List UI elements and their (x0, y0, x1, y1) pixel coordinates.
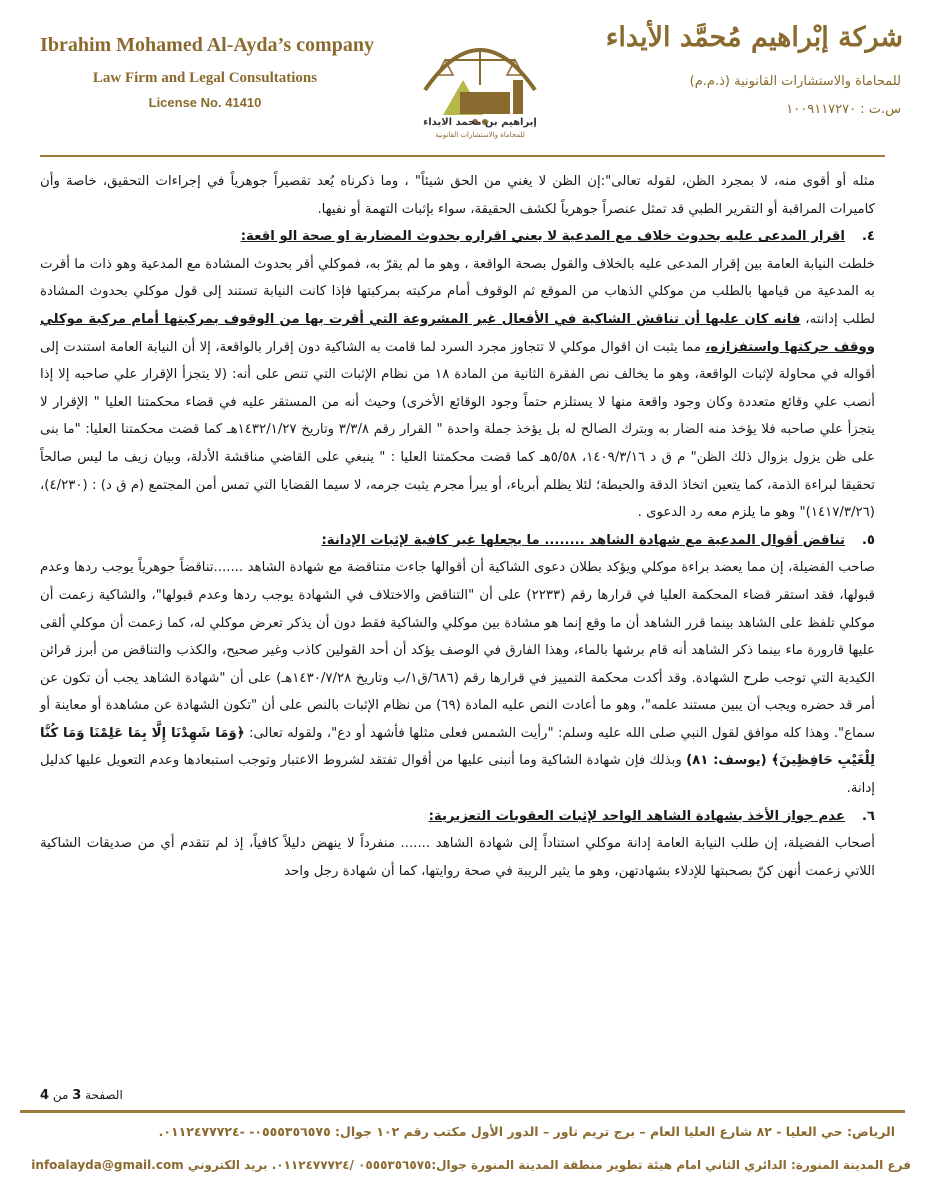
emphasized-text: فانه كان عليها أن تناقش الشاكية في الأفعال غير المشروعة التي أقرت بها من الوقوف بمركبتها أمام مركبة موكلي ووقف حركتها واستفزازه، (40, 311, 875, 355)
footer-address-riyadh: الرياض: حي العليا - ٨٢ شارع العليا العام – برج تريم تاور – الدور الأول مكتب رقم ١٠٢ جوال: ٠٥٥٥٣٥٦٥٧٥- -٠١١٢٤٧٧٧٢٤. (158, 1124, 895, 1139)
footer-divider (20, 1110, 905, 1113)
paragraph-continuation: مثله أو أقوى منه، لا بمجرد الظن، لقوله تعالى":إن الظن لا يغني من الحق شيئاً" ، وما ذكرناه يُعد تقصيراً جوهرياً في إجراءات التحقيق، خاصة وأن كاميرات المراقبة أو التقرير الطبي قد تمثل عنصراً جوهرياً لكشف الحقيقة، سواء بإثبات التهمة أو نفيها. (40, 174, 875, 217)
footer-address-madinah: فرع المدينة المنورة: الدائري الثاني امام هيئة تطوير منطقة المدينة المنورة جوال:٠٥٥٥٣٥٦٥٧٥ /٠١١٢٤٧٧٧٢٤. بريد الكتروني infoalayda@gmail.com (31, 1158, 911, 1172)
section-6-paragraph: أصحاب الفضيلة، إن طلب النيابة العامة إدانة موكلي استناداً إلى شهادة الشاهد ....... منفرداً لا ينهض دليلاً كافياً، إذ لم تتقدم أي من صديقات الشاكية اللاتي زعمت أنهن كنّ بصحبتها للإدلاء بشهادتهن، وهو ما يثير الريبة في صحة روايتها، كما أن شهادة رجل واحد (40, 836, 875, 879)
logo-subcaption: للمحاماة والاستشارات القانونية (435, 131, 525, 139)
page-number: الصفحة 3 من 4 (40, 1088, 123, 1103)
quran-quote: ﴿وَمَا شَهِدْنَا إِلَّا بِمَا عَلِمْنَا وَمَا كُنَّا لِلْغَيْبِ حَافِظِينَ﴾ (يوسف: ٨١) (40, 725, 875, 769)
document-body (40, 168, 875, 885)
company-subtitle-en: Law Firm and Legal Consultations (92, 70, 318, 86)
logo-caption: إبراهيم بن محمد الايداء (423, 117, 537, 128)
section-5-paragraph: صاحب الفضيلة، إن مما يعضد براءة موكلي ويؤكد بطلان دعوى الشاكية أن أقوالها جاءت متناقضة مع شهادة الشاهد .......تناقضاً جوهرياً يوجب ردها وعدم قبولها، فقد استقر قضاء المحكمة العليا في قرارها رقم (٢٢٣٣) على أن "التناقض والاختلاف في الشهادة يوجب ردها وعدم قبولها"، والشاكية زعمت أن موكلي تلفظ على الشاهد بينما قرر الشاهد أن ما وقع إنما هو مشادة بين موكلي والشاكية فقط دون أن يذكر تعرض موكلي له، كما زعمت أن موكلي ألقى عليها قارورة ماء بينما ذكر الشاهد أنه قام برشها بالماء، وهذا الفارق في الوصف يؤكد أن أحد القولين كاذب وغير صحيح، والكذب والتناقض من أبرز قرائن الكيدية التي توجب طرح الشهادة. وقد أكدت محكمة التمييز في قرارها رقم (٦٨٦/ق١/ب وتاريخ ١٤٣٠/٧/٢٨هـ) على أن "شهادة الشاهد يجب أن تكون عن أمر قد حضره ويجب أن يبين مستند علمه"، وهو ما أعادت النص عليه المادة (٦٩) من نظام الإثبات بالنص على أن "تكون الشهادة عن مشاهدة أو معاينة أو سماع". وهذا كله موافق لقول النبي صلى الله عليه وسلم: "رأيت الشمس فعلى مثلها فأشهد أو دع"، ولقوله تعالى: ﴿وَمَا شَهِدْنَا إِلَّا بِمَا عَلِمْنَا وَمَا كُنَّا لِلْغَيْبِ حَافِظِينَ﴾ (يوسف: ٨١) وبذلك فإن شهادة الشاكية وما أنبنى عليها من أقوال تفتقد لشروط الاعتبار وتوجب استبعادها وعدم التعويل عليها كدليل إدانة. (40, 560, 876, 797)
company-name-en: Ibrahim Mohamed Al-Ayda’s company (40, 34, 374, 56)
section-4-paragraph: خلطت النيابة العامة بين إقرار المدعى عليه بالخلاف والقول بصحة الواقعة ، وهو ما لم يقرّ به، فموكلي أقر بحدوث المشادة مع المدعية وهو ذات ما أقرت به المدعية من قيامها بالطلب من موكلي الذهاب من الموقع ثم الوقوف أمام مركبته بمركبتها فإذا كانت النيابة تستند إلى قول موكلي بحدوث المشادة لطلب إدانته، فانه كان عليها أن تناقش الشاكية في الأفعال غير المشروعة التي أقرت بها من الوقوف بمركبتها أمام مركبة موكلي ووقف حركتها واستفزازه، مما يثبت ان اقوال موكلي لا تتجاوز مجرد السرد لما قامت به الشاكية دون إقرار بالواقعة، إلا أن النيابة العامة استندت إلى أقواله في محاولة لإثبات الواقعة، وهو ما يخالف نص الفقرة الثانية من المادة ١٨ من نظام الإثبات التي تنص على أنه: (لا يتجزأ الإقرار علي صاحبه إلا إذا أنصب علي وقائع متعددة وكان وجود واقعة منها لا يستلزم حتماً وجود الوقائع الأخرى) وحيث أنه من المستقر عليه في قضاء محكمتنا العليا " الإقرار لا يتجزأ علي صاحبه فلا يؤخذ منه الضار به وبترك الصالح له بل يؤخذ جملة واحدة " القرار رقم ٣/٣/٨ وتاريخ ١٤٣٢/١/٢٧هـ كما قضت محكمتنا العليا: "ما بنى على ظن يزول بزوال ذلك الظن" م ق د ١٤٠٩/٣/١٦، ٥/٥٨هـ كما قضت محكمتنا العليا : " ينبغي على القاضي مناقشة الأدلة، وبيان زيف ما ليس صالحاً تحقيقا لبراءة الذمة، كما يتعين اتخاذ الدقة والحيطة؛ لئلا يظلم أبرياء، أو يبرأ مجرم يثبت جرمه، لا سيما القضايا التي تمس أمن المجتمع (م ق د) : (٤/٢٣٠)، (١٤١٧/٣/٢٦)" وهو ما يلزم معه رد الدعوى . (40, 256, 875, 521)
company-subtitle-ar: للمحاماة والاستشارات القانونية (ذ.م.م) (689, 74, 901, 89)
header-divider (40, 155, 885, 157)
section-heading-6: ٦.عدم جواز الأخذ بشهادة الشاهد الواحد لإثبات العقوبات التعزيرية: (428, 808, 875, 824)
section-heading-5: ٥.تناقض أقوال المدعية مع شهادة الشاهد ........ ما يجعلها غير كافية لإثبات الإدانة: (321, 532, 875, 548)
section-heading-4: ٤.اقرار المدعى عليه بحدوث خلاف مع المدعية لا يعني اقراره بحدوث المضاربة او صحة الو اقعة: (240, 229, 875, 245)
commercial-register: س.ت : ١٠٠٩١١٧٢٧٠ (786, 102, 901, 117)
license-number: License No. 41410 (148, 95, 262, 110)
company-name-ar: شركة إبْراهيم مُحمَّد الأيداء (605, 22, 903, 53)
